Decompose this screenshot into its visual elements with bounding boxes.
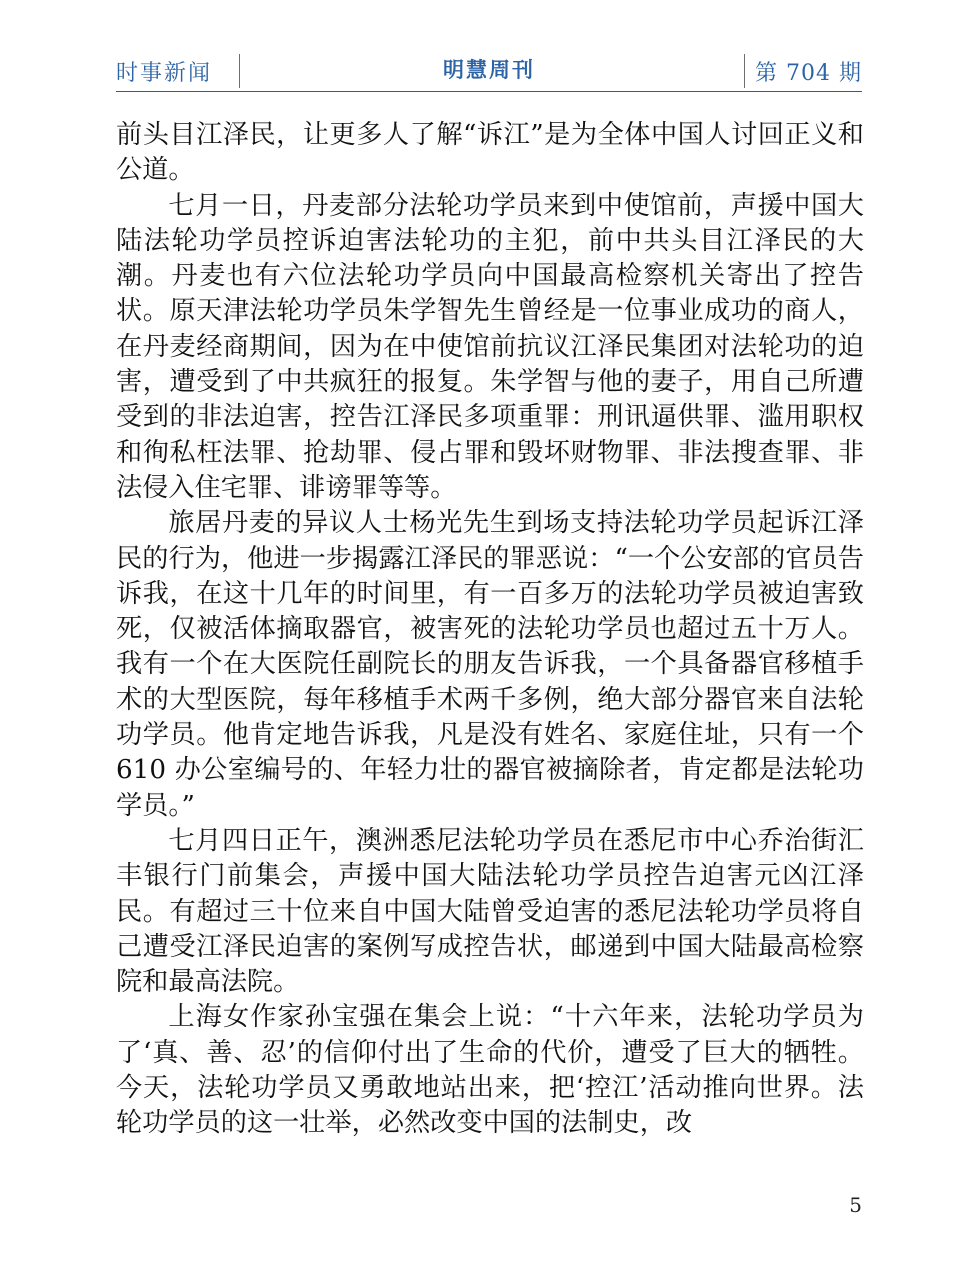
publication-title: 明慧周刊 bbox=[443, 57, 535, 82]
article-body bbox=[116, 118, 864, 1142]
header-divider-right bbox=[744, 54, 745, 88]
page-header bbox=[116, 52, 862, 92]
section-title: 时事新闻 bbox=[116, 61, 213, 86]
paragraph-denmark-embassy: 七月一日，丹麦部分法轮功学员来到中使馆前，声援中国大陆法轮功学员控诉迫害法轮功的主犯，前中共头目江泽民的大潮。丹麦也有六位法轮功学员向中国最高检察机关寄出了控告状。原天津法轮功学员朱学智先生曾经是一位事业成功的商人，在丹麦经商期间，因为在中使馆前抗议江泽民集团对法轮功的迫害，遭受到了中共疯狂的报复。朱学智与他的妻子，用自己所遭受到的非法迫害，控告江泽民多项重罪：刑讯逼供罪、滥用职权和徇私枉法罪、抢劫罪、侵占罪和毁坏财物罪、非法搜查罪、非法侵入住宅罪、诽谤罪等等。 bbox=[116, 190, 864, 503]
paragraph-sydney-rally: 七月四日正午，澳洲悉尼法轮功学员在悉尼市中心乔治街汇丰银行门前集会，声援中国大陆法轮功学员控告迫害元凶江泽民。有超过三十位来自中国大陆曾受迫害的悉尼法轮功学员将自己遭受江泽民迫害的案例写成控告状，邮递到中国大陆最高检察院和最高法院。 bbox=[116, 825, 864, 998]
paragraph-continued: 前头目江泽民，让更多人了解“诉江”是为全体中国人讨回正义和公道。 bbox=[116, 120, 864, 186]
paragraph-sun-baoqiang: 上海女作家孙宝强在集会上说：“十六年来，法轮功学员为了‘真、善、忍’的信仰付出了生命的代价，遭受了巨大的牺牲。今天，法轮功学员又勇敢地站出来，把‘控江’活动推向世界。法轮功学员的这一壮举，必然改变中国的法制史，改 bbox=[116, 1002, 864, 1139]
page-number: 5 bbox=[849, 1193, 862, 1217]
header-rule bbox=[116, 91, 862, 92]
paragraph-yang-guang: 旅居丹麦的异议人士杨光先生到场支持法轮功学员起诉江泽民的行为，他进一步揭露江泽民的罪恶说：“一个公安部的官员告诉我，在这十几年的时间里，有一百多万的法轮功学员被迫害致死，仅被活体摘取器官，被害死的法轮功学员也超过五十万人。我有一个在大医院任副院长的朋友告诉我，一个具备器官移植手术的大型医院，每年移植手术两千多例，绝大部分器官来自法轮功学员。他肯定地告诉我，凡是没有姓名、家庭住址，只有一个 610 办公室编号的、年轻力壮的器官被摘除者，肯定都是法轮功学员。” bbox=[116, 508, 864, 821]
issue-number: 第 704 期 bbox=[755, 61, 862, 86]
